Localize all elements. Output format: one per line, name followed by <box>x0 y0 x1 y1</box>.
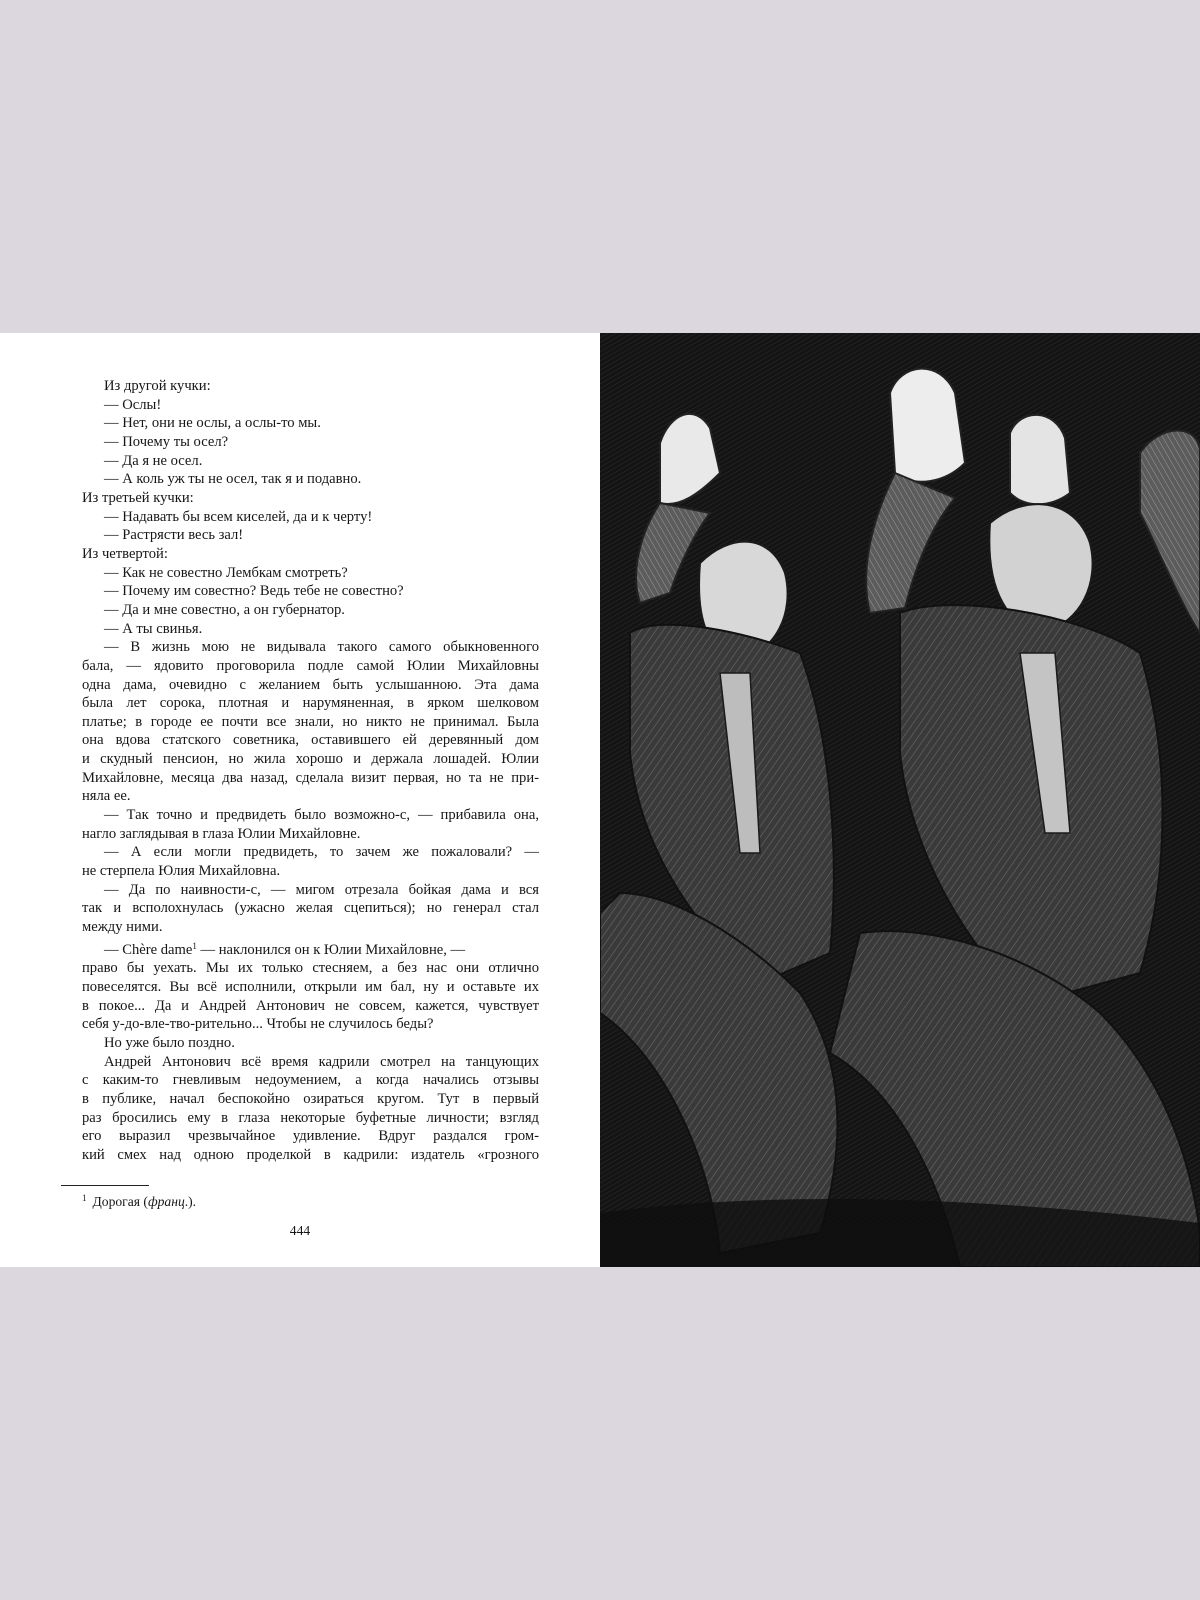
text-page <box>0 333 600 1267</box>
text-line: — Почему им совестно? Ведь тебе не совестно? <box>104 583 404 600</box>
text-line: Но уже было поздно. <box>104 1034 235 1051</box>
text-line: — Так точно и предвидеть было возможно-с, — прибавила она, <box>104 807 539 824</box>
text-fragment: — наклонился он к Юлии Михайловне, — <box>200 941 466 958</box>
text-line: в покое... Да и Андрей Антонович не совсем, кажется, чувствует <box>82 997 539 1014</box>
text-line: в публике, начал беспокойно озираться кругом. Тут в первый <box>82 1090 539 1107</box>
text-line: — Как не совестно Лембкам смотреть? <box>104 564 348 581</box>
text-line: — В жизнь мою не видывала такого самого обыкновенного <box>104 639 539 656</box>
text-line: — Да по наивности-с, — мигом отрезала бойкая дама и вся <box>104 881 539 898</box>
page-number: 444 <box>289 1223 311 1238</box>
text-line: нагло заглядывая в глаза Юлии Михайловне. <box>82 825 361 842</box>
text-line: — А коль уж ты не осел, так я и подавно. <box>104 471 362 488</box>
text-line: раз бросились ему в глаза некоторые буфетные личности; взгляд <box>82 1109 539 1126</box>
text-line: Михайловне, месяца два назад, сделала визит первая, но та не при- <box>82 769 539 786</box>
text-line: право бы уехать. Мы их только стесняем, а без нас они отлично <box>82 960 539 977</box>
text-line: Андрей Антонович всё время кадрили смотрел на танцующих <box>104 1053 539 1070</box>
text-line: — Да я не осел. <box>104 452 203 469</box>
text-line: — Да и мне совестно, а он губернатор. <box>104 601 345 618</box>
text-line: между ними. <box>82 919 163 936</box>
text-line: няла ее. <box>82 788 131 805</box>
text-line: — А если могли предвидеть, то зачем же пожаловали? — <box>104 844 539 861</box>
text-line: платье; в городе ее почти все знали, но никто не принимал. Была <box>82 713 539 730</box>
footnote <box>82 1193 196 1210</box>
text-line: кий смех над одною проделкой в кадрили: издатель «грозного <box>82 1146 539 1163</box>
text-line: себя у-до-вле-тво-рительно... Чтобы не случилось беды? <box>82 1016 434 1033</box>
text-line: повеселятся. Вы всё исполнили, открыли им бал, ну и оставьте их <box>82 979 539 995</box>
footnote-reference: 1 <box>192 940 197 951</box>
text-line: Из четвертой: <box>82 545 168 562</box>
footnote-rule <box>61 1185 149 1186</box>
text-line: одна дама, очевидно с желанием быть услышанною. Эта дама <box>82 676 539 693</box>
text-line: — Растрясти весь зал! <box>104 527 244 544</box>
text-line: — Нет, они не ослы, а ослы-то мы. <box>104 415 321 432</box>
text-line: бала, — ядовито проговорила подле самой Юлии Михайловны <box>82 657 539 674</box>
text-line: с каким-то гневливым недоумением, а когда начались отзывы <box>82 1072 539 1089</box>
body-text <box>82 377 539 1165</box>
text-line: — Надавать бы всем киселей, да и к черту! <box>104 508 373 525</box>
text-line: — Почему ты осел? <box>104 433 229 450</box>
text-line: Из другой кучки: <box>104 378 211 394</box>
text-line: — А ты свинья. <box>104 620 203 637</box>
footnote-text-end: .). <box>184 1194 197 1209</box>
text-line <box>82 937 539 960</box>
text-fragment: — Chère dame <box>104 941 193 958</box>
text-line: была лет сорока, плотная и нарумяненная, в ярком шелковом <box>82 695 539 712</box>
text-line: так и всполохнулась (ужасно желая сцепиться); но генерал стал <box>82 900 539 917</box>
footnote-text: Дорогая ( <box>92 1194 148 1209</box>
footnote-italic: франц <box>147 1194 185 1209</box>
book-spread <box>0 333 1200 1267</box>
text-line: она вдова статского советника, оставившего ей деревянный дом <box>82 732 539 749</box>
footnote-mark: 1 <box>82 1193 87 1203</box>
pencil-illustration-dancing-men-icon <box>600 333 1200 1267</box>
text-line: не стерпела Юлия Михайловна. <box>82 863 281 880</box>
text-line: его выразил чрезвычайное удивление. Вдруг раздался гром- <box>82 1128 539 1145</box>
text-line: и скудный пенсион, но жила хорошо и держала лошадей. Юлии <box>82 751 539 768</box>
illustration-page <box>600 333 1200 1267</box>
text-line: Из третьей кучки: <box>82 489 194 506</box>
text-line: — Ослы! <box>104 396 162 413</box>
